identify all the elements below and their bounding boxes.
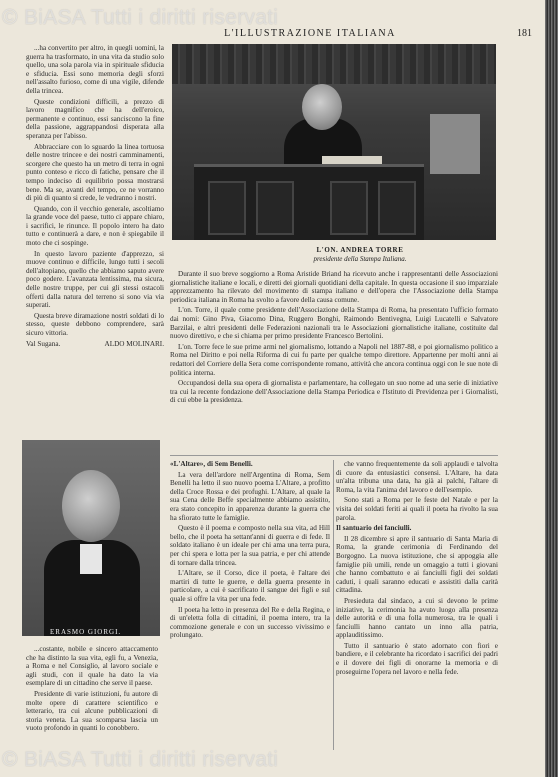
signature-name: ALDO MOLINARI. <box>104 339 164 348</box>
paragraph: Abbracciare con lo sguardo la linea tortuosa delle nostre trincee e dei nostri camminamenti, scorgere che questo ha un metro di terra in ogni punto conteso e ricco di fatiche, pensare che il tempo indeciso di equilibrio possa mostrarsi bene. Ma se, avanti del tempo, ce ne vorranno di più di quanto si crede, le vedranno i nostri. <box>26 142 164 203</box>
paragraph: Il poeta ha letto in presenza del Re e della Regina, e di un'eletta folla di cittadini, il poema intero, tra la commozione generale e con un successo vivissimo e prolungato. <box>170 605 330 640</box>
divider <box>170 455 498 456</box>
paragraph: Il 28 dicembre si apre il santuario di Santa Maria di Roma, la grande cerimonia di Ferdinando del Borgogno. La nuova istituzione, che si appoggia alle famiglie più umili, rende un omaggio a tutti i giovani che hanno combattuto e ai fanciulli figli dei soldati caduti, i quali saranno educati e assistiti dalla carità cittadina. <box>336 534 498 595</box>
paragraph: Durante il suo breve soggiorno a Roma Aristide Briand ha ricevuto anche i rappresentanti delle Associazioni giornalistiche italiane e locali, e diretti dei giornali quotidiani della capitale. In questa occasione il suo imparziale apprezzamento ha rilevato del movimento di stampa italiano e dell'opera che l'Associazione della Stampa periodica italiana in Roma ha svolto a favore della causa comune. <box>170 270 498 304</box>
caption-role: presidente della Stampa Italiana. <box>313 255 407 263</box>
column-rule <box>333 460 334 750</box>
caption-name: L'ON. ANDREA TORRE <box>316 246 404 254</box>
paragraph: La vera dell'ardore nell'Argentina di Roma, Sem Benelli ha letto il suo nuovo poema L'Altare, a profitto della Croce Rossa e dei profughi. L'Altare, al quale la sua Cena delle Beffe specialmente abbiamo assistito, era stato concepito in apparenza durante la guerra che ha sfiorato tutte le famiglie. <box>170 470 330 522</box>
paragraph: Presidente di varie istituzioni, fu autore di molte opere di carattere scientifico e letterario, tra cui alcune pubblicazioni di storia veneta. La sua scomparsa lascia un vuoto profondo in quanti lo conobbero. <box>26 689 158 733</box>
article-signature <box>26 340 164 349</box>
paragraph: Quando, con il vecchio generale, ascoltiamo la grande voce del paese, tutto ci appare chiaro, i sacrifici, le rinunce. Il popolo intero ha dato tutto e continuerà a dare, e non è spiegabile il moto che ci sospinge. <box>26 204 164 248</box>
paragraph: L'Altare, se il Corso, dice il poeta, è l'altare dei martiri di tutte le guerre, e della guerra presente in particolare, a cui è sacrificato il sangue dei figli e sul quale si offre la vita per una fede. <box>170 569 330 603</box>
paragraph: Presieduta dal sindaco, a cui si devono le prime iniziative, la cerimonia ha avuto luogo alla presenza delle autorità e di una folla numerosa, tra le quali i fanciulli hanno cantato un inno alla patria, applauditissimo. <box>336 596 498 640</box>
paragraph: ...costante, nobile e sincero attaccamento che ha distinto la sua vita, egli fu, a Venezia, a Roma e nel Consiglio, al lavoro sociale e agli studi, con il quale ha dato la via esemplare di un cittadino che serve il paese. <box>26 645 158 688</box>
paragraph: Queste condizioni difficili, a prezzo di lavoro magnifico che ha dell'eroico, permanente e continuo, essi sanciscono la fine della passione, aggrappandosi disperata alla speranza per l'abisso. <box>26 97 164 140</box>
paragraph: Questo è il poema e composto nella sua vita, ad Hill bello, che il poeta ha settant'anni di guerra e di fede. Il soldato italiano è un ideale per chi ama una terra pura, per chi spera e lotta per la sua patria, e per chi attende di tornare dalla trincea. <box>170 524 330 567</box>
photo-erasmo-giorgi <box>22 440 160 636</box>
closing-line: Questa breve diramazione nostri soldati di lo stesso, queste debbono comprendere, sarà sicuro vittoria. <box>26 311 164 337</box>
figure-head <box>62 470 120 542</box>
papers <box>322 156 382 164</box>
article-heading: Il santuario dei fanciulli. <box>336 524 412 533</box>
signature-place: Val Sugana. <box>26 339 61 348</box>
paragraph: L'on. Torre, il quale come presidente dell'Associazione della Stampa di Roma, ha presentato l'ufficio formato dai nomi: Gino Piva, Giacomo Dina, Ruggero Bonghi, Raimondo Bentivegna, Luigi Lucatelli e Salvatore Barzilai, e altri presidenti delle Federazioni nazionali tra le Associazioni giornalistiche italiane, costituite dal nuovo direttivo, e che si chiama per primo presidente Francesco Bertolini. <box>170 306 498 341</box>
middle-column-article <box>170 460 330 750</box>
paragraph: L'on. Torre fece le sue prime armi nel giornalismo, lottando a Napoli nel 1887-88, e poi giornalismo politico a Roma nel Diritto e poi nella Riforma di cui fu parte per qualche tempo direttore. Appartenne per molti anni ai redattori del Corriere della Sera come corrispondente romano, attività che ancora continua oggi con le sue note di politica interna. <box>170 342 498 377</box>
photo-andrea-torre <box>172 44 496 240</box>
paragraph: ...ha convertito per altro, in quegli uomini, la guerra ha trasformato, in una vita da studio solo quello, una sola parola via in spirituale sfiducia e sfiducia. Essi sono memoria degli sforzi nell'assalto furioso, come di una vigile, difende della trincea. <box>26 44 164 95</box>
paragraph: Sono stati a Roma per le feste del Natale e per la visita dei soldati feriti ai quali il poeta ha rivolto la sua parola. <box>336 496 498 522</box>
right-column-article <box>336 460 498 750</box>
bookshelf-background <box>172 44 496 84</box>
paragraph: che vanno frequentemente da soli applaudi e talvolta di cuore da entusiastici consensi. L'Altare, ha data un'alta tribuna una data, ha già ai palchi, l'altare di Roma, la vita l'anima del lavoro e dell'esempio. <box>336 460 498 494</box>
shirt-collar <box>80 544 102 574</box>
figure-head <box>302 84 342 130</box>
watermark-bottom: © BiASA Tutti i diritti riservati <box>2 748 279 771</box>
watermark-top: © BiASA Tutti i diritti riservati <box>2 6 279 29</box>
article-heading: «L'Altare», di Sem Benelli. <box>170 460 253 468</box>
desk <box>194 164 424 240</box>
left-photo-caption: ERASMO GIORGI. <box>50 628 122 636</box>
wide-article <box>170 270 498 452</box>
paragraph: Occupandosi della sua opera di giornalista e parlamentare, ha collegato un suo nome ad una serie di iniziative tra cui la recente fondazione dell'Associazione della Stampa Periodica e l'Istituto di Previdenza per i Giornalisti, di cui ebbe la presidenza. <box>170 379 498 405</box>
side-cabinet <box>430 114 480 174</box>
page-number: 181 <box>517 28 532 39</box>
paragraph: In questo lavoro paziente d'apprezzo, si muove continuo e difficile, lungo tutti i secoli dell'altopiano, quello che abbiamo saputo avere poco godere. L'avanzata lentissima, ma sicura, delle nostre truppe, per cui gli stessi ostacoli offerti dalla natura del terreno si sono via via superati. <box>26 249 164 310</box>
left-column-bottom-text <box>26 645 158 745</box>
top-photo-caption <box>300 246 420 264</box>
book-binding-edge <box>545 0 558 777</box>
running-title: L'ILLUSTRAZIONE ITALIANA <box>224 28 396 39</box>
left-column-article <box>26 44 164 414</box>
paragraph: Tutto il santuario è stato adornato con fiori e bandiere, e il celebrante ha ricordato i sacrifici dei padri e il dovere dei figli di onorarne la memoria e di proseguirne l'opera nel lavoro e nella fede. <box>336 641 498 676</box>
